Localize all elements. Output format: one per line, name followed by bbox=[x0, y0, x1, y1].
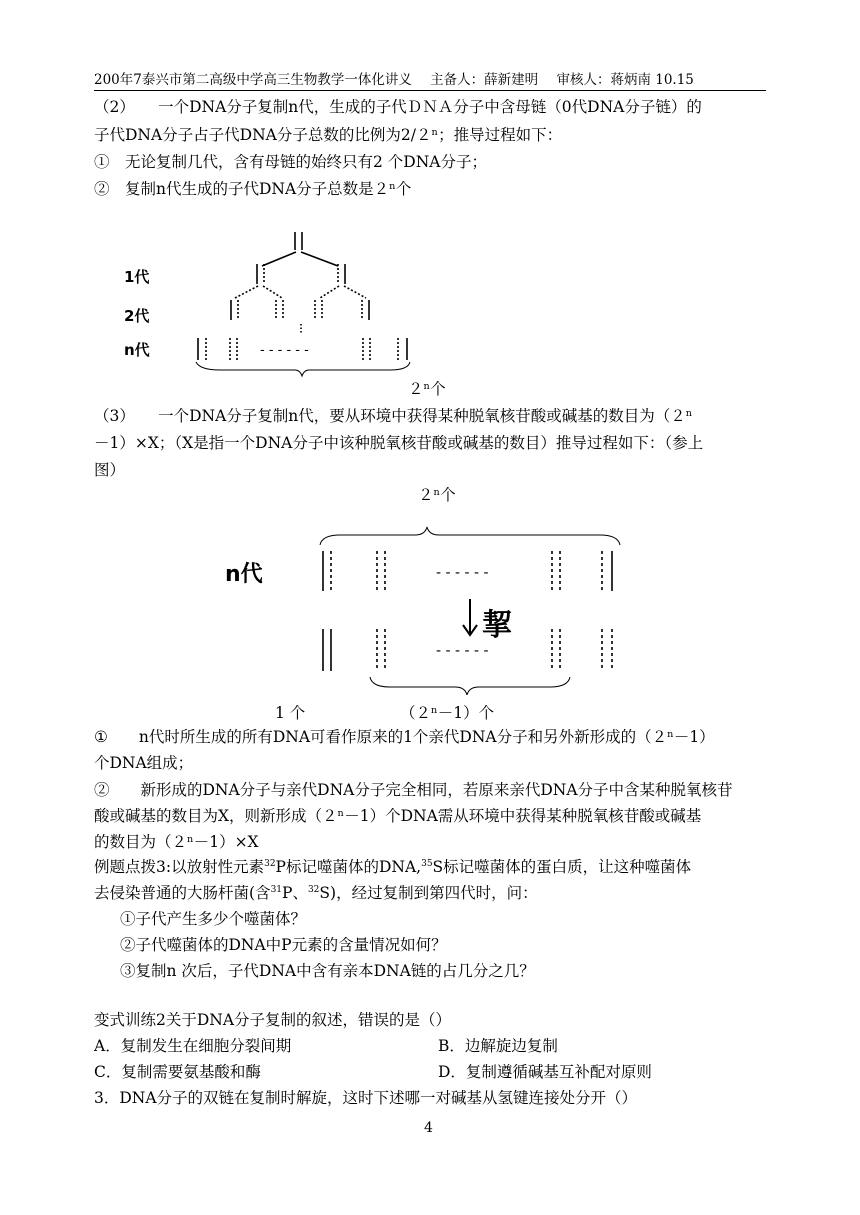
page-number: 4 bbox=[424, 1120, 433, 1136]
superscript-32b: 32 bbox=[307, 884, 320, 895]
superscript-35: 35 bbox=[421, 858, 433, 869]
section3-line1: （3） 一个DNA分子复制n代，要从环境中获得某种脱氧核苷酸或碱基的数目为（２ⁿ bbox=[94, 407, 693, 425]
section2-line1: （2） 一个DNA分子复制n代，生成的子代ＤＮＡ分子中含母链（0代DNA分子链）的 bbox=[94, 98, 702, 116]
exercise-stem: 变式训练2关于DNA分子复制的叙述，错误的是（） bbox=[94, 1011, 452, 1029]
diagram2-top-label: ２ⁿ个 bbox=[418, 486, 456, 504]
example-line2 bbox=[94, 882, 538, 904]
example-question-3: ③复制n 次后，子代DNA中含有亲本DNA链的占几分之几？ bbox=[120, 962, 535, 980]
example-line1-part-a: 例题点拨3:以放射性元素 bbox=[94, 858, 265, 876]
example-line2-part-b: P、 bbox=[282, 884, 308, 902]
example-line2-part-c: S)，经过复制到第四代时，问： bbox=[319, 884, 538, 902]
gen2-label: 2代 bbox=[124, 307, 150, 325]
diagram2-right-count: （２ⁿ－1）个 bbox=[400, 704, 495, 722]
diagram2-left-count: 1 个 bbox=[275, 704, 306, 722]
question-3: 3．DNA分子的双链在复制时解旋，这时下述哪一对碱基从氢键连接处分开（） bbox=[94, 1089, 638, 1107]
section2-line2: 子代DNA分子占子代DNA分子总数的比例为2/２ⁿ；推导过程如下： bbox=[94, 126, 563, 144]
section2-point1: ① 无论复制几代，含有母链的始终只有2 个DNA分子； bbox=[94, 153, 487, 171]
diagram2-dots-bottom: - - - - - - bbox=[436, 643, 489, 659]
explain-p1-line2: 个DNA组成； bbox=[94, 754, 194, 772]
option-b: B．边解旋边复制 bbox=[438, 1037, 558, 1055]
example-line1 bbox=[94, 856, 691, 878]
diagram1-dots: - - - - - - bbox=[260, 343, 309, 358]
superscript-31: 31 bbox=[270, 884, 283, 895]
genn-label: n代 bbox=[124, 341, 150, 359]
gen1-label: 1代 bbox=[124, 268, 150, 286]
replication-tree-diagram bbox=[100, 220, 440, 395]
explain-p2-line1: ② 新形成的DNA分子与亲代DNA分子完全相同，若原来亲代DNA分子中含某种脱氧核苷 bbox=[94, 781, 733, 799]
page-header bbox=[94, 68, 766, 91]
diagram2-dots-top: - - - - - - bbox=[436, 565, 489, 581]
example-line1-part-b: P标记噬菌体的DNA, bbox=[275, 858, 422, 876]
header-title: 200年7泰兴市第二高级中学高三生物教学一体化讲义 bbox=[94, 72, 412, 88]
option-a: A．复制发生在细胞分裂间期 bbox=[94, 1037, 292, 1055]
header-preparer: 主备人：薛新建明 bbox=[430, 72, 539, 88]
explain-p1-line1: ① n代时所生成的所有DNA可看作原来的1个亲代DNA分子和另外新形成的（２ⁿ－1） bbox=[94, 728, 715, 746]
section2-point2: ② 复制n代生成的子代DNA分子总数是２ⁿ个 bbox=[94, 180, 412, 198]
section3-line3: 图） bbox=[94, 461, 126, 479]
arrow-glyph: 挈 bbox=[482, 608, 512, 643]
example-line2-part-a: 去侵染普通的大肠杆菌(含 bbox=[94, 884, 271, 902]
diagram1-total-label: ２ⁿ个 bbox=[408, 380, 446, 398]
example-line1-part-c: S标记噬菌体的蛋白质，让这种噬菌体 bbox=[432, 858, 692, 876]
superscript-32: 32 bbox=[264, 858, 276, 869]
example-question-2: ②子代噬菌体的DNA中P元素的含量情况如何？ bbox=[120, 936, 447, 954]
explain-p2-line3: 的数目为（２ⁿ－1）×X bbox=[94, 833, 259, 851]
diagram2-genn-label: n代 bbox=[225, 562, 263, 587]
nth-generation-diagram bbox=[220, 525, 640, 695]
header-reviewer: 审核人：蒋炳南 10.15 bbox=[556, 72, 694, 88]
explain-p2-line2: 酸或碱基的数目为X，则新形成（２ⁿ－1）个DNA需从环境中获得某种脱氧核苷酸或碱基 bbox=[94, 807, 702, 825]
section3-line2: －1）×X；（X是指一个DNA分子中该种脱氧核苷酸或碱基的数目）推导过程如下：（参上 bbox=[94, 434, 704, 452]
option-d: D．复制遵循碱基互补配对原则 bbox=[438, 1063, 652, 1081]
option-c: C．复制需要氨基酸和酶 bbox=[94, 1063, 261, 1081]
example-question-1: ①子代产生多少个噬菌体？ bbox=[120, 910, 307, 928]
